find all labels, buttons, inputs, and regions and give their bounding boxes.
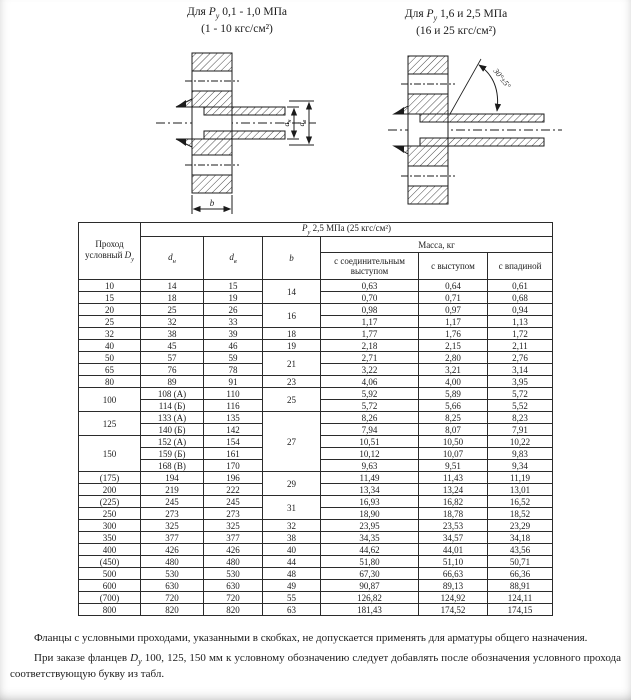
table-cell: 23 [263,376,321,388]
table-cell: 222 [204,484,263,496]
table-cell: 0,61 [488,280,553,292]
table-cell: 426 [204,544,263,556]
table-cell: 23,29 [488,520,553,532]
table-row [79,520,553,532]
pipe-wall [420,114,544,122]
table-cell: 7,94 [321,424,419,436]
table-cell: 1,13 [488,316,553,328]
table-cell: 18,52 [488,508,553,520]
table-cell: 32 [263,520,321,532]
table-cell: 7,91 [488,424,553,436]
table-cell: 88,91 [488,580,553,592]
table-cell: 65 [79,364,141,376]
table-cell: 76 [141,364,204,376]
col-header-mass-recessed-face: с впадиной [488,253,553,280]
table-cell: 23,95 [321,520,419,532]
table-cell: 142 [204,424,263,436]
bevel-angle-label: 30°±5° [491,66,513,91]
table-cell: 59 [204,352,263,364]
table-cell: 820 [204,604,263,616]
table-cell: 1,72 [488,328,553,340]
table-cell: 108 (А) [141,388,204,400]
table-cell: 10,50 [419,436,488,448]
table-cell: 89,13 [419,580,488,592]
table-cell: 630 [204,580,263,592]
table-cell: 1,17 [419,316,488,328]
table-cell: 250 [79,508,141,520]
table-cell: 57 [141,352,204,364]
table-cell: 51,80 [321,556,419,568]
dn-dimension-label: $d_н$ [282,119,293,127]
table-cell: 10,51 [321,436,419,448]
flange-drawing-high-pressure [380,50,605,218]
table-cell: 25 [263,388,321,412]
table-cell: 23,53 [419,520,488,532]
table-cell: 50,71 [488,556,553,568]
table-cell: 21 [263,352,321,376]
col-header-b: b [263,237,321,280]
table-cell: 16 [263,304,321,328]
table-cell: 3,21 [419,364,488,376]
table-cell: 273 [141,508,204,520]
table-cell: 219 [141,484,204,496]
table-row [79,388,553,400]
table-cell: 161 [204,448,263,460]
table-cell: 34,35 [321,532,419,544]
table-cell: 181,43 [321,604,419,616]
table-cell: 11,19 [488,472,553,484]
table-cell: 200 [79,484,141,496]
figure-title-line2: (1 - 10 кгс/см²) [201,22,273,35]
table-cell: 245 [141,496,204,508]
table-row [79,340,553,352]
table-cell: 10,22 [488,436,553,448]
table-cell: 2,15 [419,340,488,352]
table-row [79,376,553,388]
table-cell: 0,97 [419,304,488,316]
table-cell: 5,72 [488,388,553,400]
table-cell: 31 [263,496,321,520]
figure-title-low-pressure [127,5,347,37]
footnotes [10,631,621,687]
figure-title-high-pressure [346,7,566,39]
table-row [79,352,553,364]
pipe-wall [420,138,544,146]
table-cell: 377 [204,532,263,544]
table-cell: 100 [79,388,141,412]
table-cell: 51,10 [419,556,488,568]
table-cell: 1,77 [321,328,419,340]
table-cell: 110 [204,388,263,400]
table-cell: 159 (Б) [141,448,204,460]
table-cell: 5,66 [419,400,488,412]
table-row [79,604,553,616]
table-cell: 116 [204,400,263,412]
b-dimension-label: b [209,198,215,208]
table-cell: 124,11 [488,592,553,604]
flange-section-geometry [388,56,562,204]
table-cell: 50 [79,352,141,364]
col-header-dn: $d_н$ [141,237,204,280]
table-cell: 10,12 [321,448,419,460]
table-cell: 33 [204,316,263,328]
table-cell: 8,25 [419,412,488,424]
table-cell: 27 [263,412,321,472]
table-cell: 15 [79,292,141,304]
table-cell: 39 [204,328,263,340]
table-cell: 11,49 [321,472,419,484]
table-cell: (700) [79,592,141,604]
table-cell: 13,34 [321,484,419,496]
table-cell: 480 [141,556,204,568]
table-cell: 19 [263,340,321,352]
table-cell: 32 [79,328,141,340]
table-cell: 168 (В) [141,460,204,472]
table-cell: 2,11 [488,340,553,352]
table-cell: 0,71 [419,292,488,304]
table-cell: 300 [79,520,141,532]
table-cell: 16,52 [488,496,553,508]
table-cell: 500 [79,568,141,580]
table-cell: 2,71 [321,352,419,364]
table-cell: 3,14 [488,364,553,376]
table-cell: 194 [141,472,204,484]
table-cell: 9,51 [419,460,488,472]
table-cell: 90,87 [321,580,419,592]
table-cell: 114 (Б) [141,400,204,412]
table-cell: 530 [141,568,204,580]
col-header-dv: $d_в$ [204,237,263,280]
table-cell: (175) [79,472,141,484]
table-cell: 3,95 [488,376,553,388]
table-cell: 91 [204,376,263,388]
table-cell: 400 [79,544,141,556]
table-cell: 426 [141,544,204,556]
table-row [79,304,553,316]
table-cell: 67,30 [321,568,419,580]
table-cell: 66,63 [419,568,488,580]
table-cell: 55 [263,592,321,604]
table-cell: 630 [141,580,204,592]
table-cell: 18,78 [419,508,488,520]
table-cell: 720 [204,592,263,604]
table-row [79,544,553,556]
table-cell: (450) [79,556,141,568]
note-parenthesized-bores: Фланцы с условными проходами, указанными в скобках, не допускается применять для арматуры общего назначения. [34,632,588,644]
table-cell: 0,68 [488,292,553,304]
table-cell: 2,18 [321,340,419,352]
table-cell: 1,17 [321,316,419,328]
table-cell: 170 [204,460,263,472]
flange-section-geometry [156,53,316,214]
table-cell: 820 [141,604,204,616]
pressure-rating-header: $P_у$ 2,5 МПа (25 кгс/см²) [141,223,553,237]
table-cell: 44,62 [321,544,419,556]
table-cell: 325 [141,520,204,532]
table-cell: 44 [263,556,321,568]
table-cell: 43,56 [488,544,553,556]
flange-table-body [79,280,553,616]
table-cell: 245 [204,496,263,508]
table-cell: 16,82 [419,496,488,508]
table-cell: 133 (А) [141,412,204,424]
table-cell: 32 [141,316,204,328]
table-cell: 18 [263,328,321,340]
table-cell: 5,72 [321,400,419,412]
table-cell: 273 [204,508,263,520]
table-cell: 600 [79,580,141,592]
table-cell: 2,76 [488,352,553,364]
table-cell: 720 [141,592,204,604]
table-row [79,496,553,508]
table-row [79,532,553,544]
table-cell: 4,00 [419,376,488,388]
mass-group-header: Масса, кг [321,237,553,253]
figure-title-line1 [346,7,566,24]
table-cell: 48 [263,568,321,580]
table-cell: 10 [79,280,141,292]
table-row [79,328,553,340]
table-cell: 126,82 [321,592,419,604]
table-row [79,556,553,568]
table-cell: 89 [141,376,204,388]
table-cell: 124,92 [419,592,488,604]
table-row [79,472,553,484]
table-cell: 800 [79,604,141,616]
pipe-wall [204,107,285,115]
table-cell: 9,83 [488,448,553,460]
table-row [79,592,553,604]
table-cell: 8,23 [488,412,553,424]
table-cell: 25 [141,304,204,316]
table-cell: 15 [204,280,263,292]
table-cell: 3,22 [321,364,419,376]
table-cell: 174,52 [419,604,488,616]
table-cell: 11,43 [419,472,488,484]
table-cell: 480 [204,556,263,568]
dv-dimension-label: $d_в$ [297,119,308,127]
table-cell: 10,07 [419,448,488,460]
table-cell: 350 [79,532,141,544]
table-cell: 38 [263,532,321,544]
note-ordering-letter: При заказе фланцев $D_у$ 100, 125, 150 мм к условному обозначению следует добавлять после обозначения условного прохода соответствующую букву из табл. [10,651,622,681]
table-cell: 63 [263,604,321,616]
table-cell: 14 [263,280,321,304]
table-cell: 13,01 [488,484,553,496]
table-cell: 196 [204,472,263,484]
table-cell: 9,63 [321,460,419,472]
table-cell: 2,80 [419,352,488,364]
table-cell: 0,98 [321,304,419,316]
table-cell: 66,36 [488,568,553,580]
table-cell: 20 [79,304,141,316]
table-cell: 9,34 [488,460,553,472]
table-header [79,223,553,280]
table-cell: 80 [79,376,141,388]
col-header-nominal-bore: Проход условный $D_у$ [79,223,141,280]
table-cell: 140 (Б) [141,424,204,436]
figure-title-line1 [127,5,347,22]
table-cell: 174,15 [488,604,553,616]
table-row [79,568,553,580]
table-row [79,280,553,292]
table-cell: 5,52 [488,400,553,412]
flange-drawing-low-pressure [100,50,325,218]
table-cell: 34,18 [488,532,553,544]
title-text: Для [404,8,427,20]
table-cell: 40 [79,340,141,352]
table-cell: 135 [204,412,263,424]
table-cell: 325 [204,520,263,532]
table-cell: 25 [79,316,141,328]
title-text: 0,1 - 1,0 МПа [219,6,288,18]
pressure-subscript: у [215,11,220,21]
title-text: Для [186,6,209,18]
table-cell: 14 [141,280,204,292]
table-cell: 18 [141,292,204,304]
table-cell: 152 (А) [141,436,204,448]
table-cell: 377 [141,532,204,544]
table-cell: 16,93 [321,496,419,508]
table-cell: 45 [141,340,204,352]
table-cell: 4,06 [321,376,419,388]
table-cell: 150 [79,436,141,472]
table-cell: 154 [204,436,263,448]
bevel-edge-line [450,59,481,114]
col-header-mass-raised-face: с выступом [419,253,488,280]
table-cell: 0,70 [321,292,419,304]
table-cell: 8,07 [419,424,488,436]
col-header-mass-connecting-face: с соединительным выступом [321,253,419,280]
title-text: 1,6 и 2,5 МПа [437,8,508,20]
table-cell: 13,24 [419,484,488,496]
table-cell: 29 [263,472,321,496]
table-cell: 38 [141,328,204,340]
table-row [79,580,553,592]
table-cell: 5,92 [321,388,419,400]
table-cell: 0,94 [488,304,553,316]
figure-title-line2: (16 и 25 кгс/см²) [416,24,496,37]
table-cell: 530 [204,568,263,580]
table-cell: (225) [79,496,141,508]
table-cell: 8,26 [321,412,419,424]
pipe-wall [204,131,285,139]
table-cell: 1,76 [419,328,488,340]
pressure-subscript: у [433,13,438,23]
table-cell: 44,01 [419,544,488,556]
flange-dimensions-table [78,222,553,616]
table-cell: 26 [204,304,263,316]
table-cell: 40 [263,544,321,556]
table-cell: 19 [204,292,263,304]
table-cell: 49 [263,580,321,592]
table-row [79,412,553,424]
pressure-symbol: P [208,6,216,18]
table-cell: 125 [79,412,141,436]
table-cell: 78 [204,364,263,376]
table-cell: 0,63 [321,280,419,292]
table-cell: 46 [204,340,263,352]
table-cell: 0,64 [419,280,488,292]
table-cell: 18,90 [321,508,419,520]
table-cell: 34,57 [419,532,488,544]
pressure-symbol: P [426,8,434,20]
table-cell: 5,89 [419,388,488,400]
